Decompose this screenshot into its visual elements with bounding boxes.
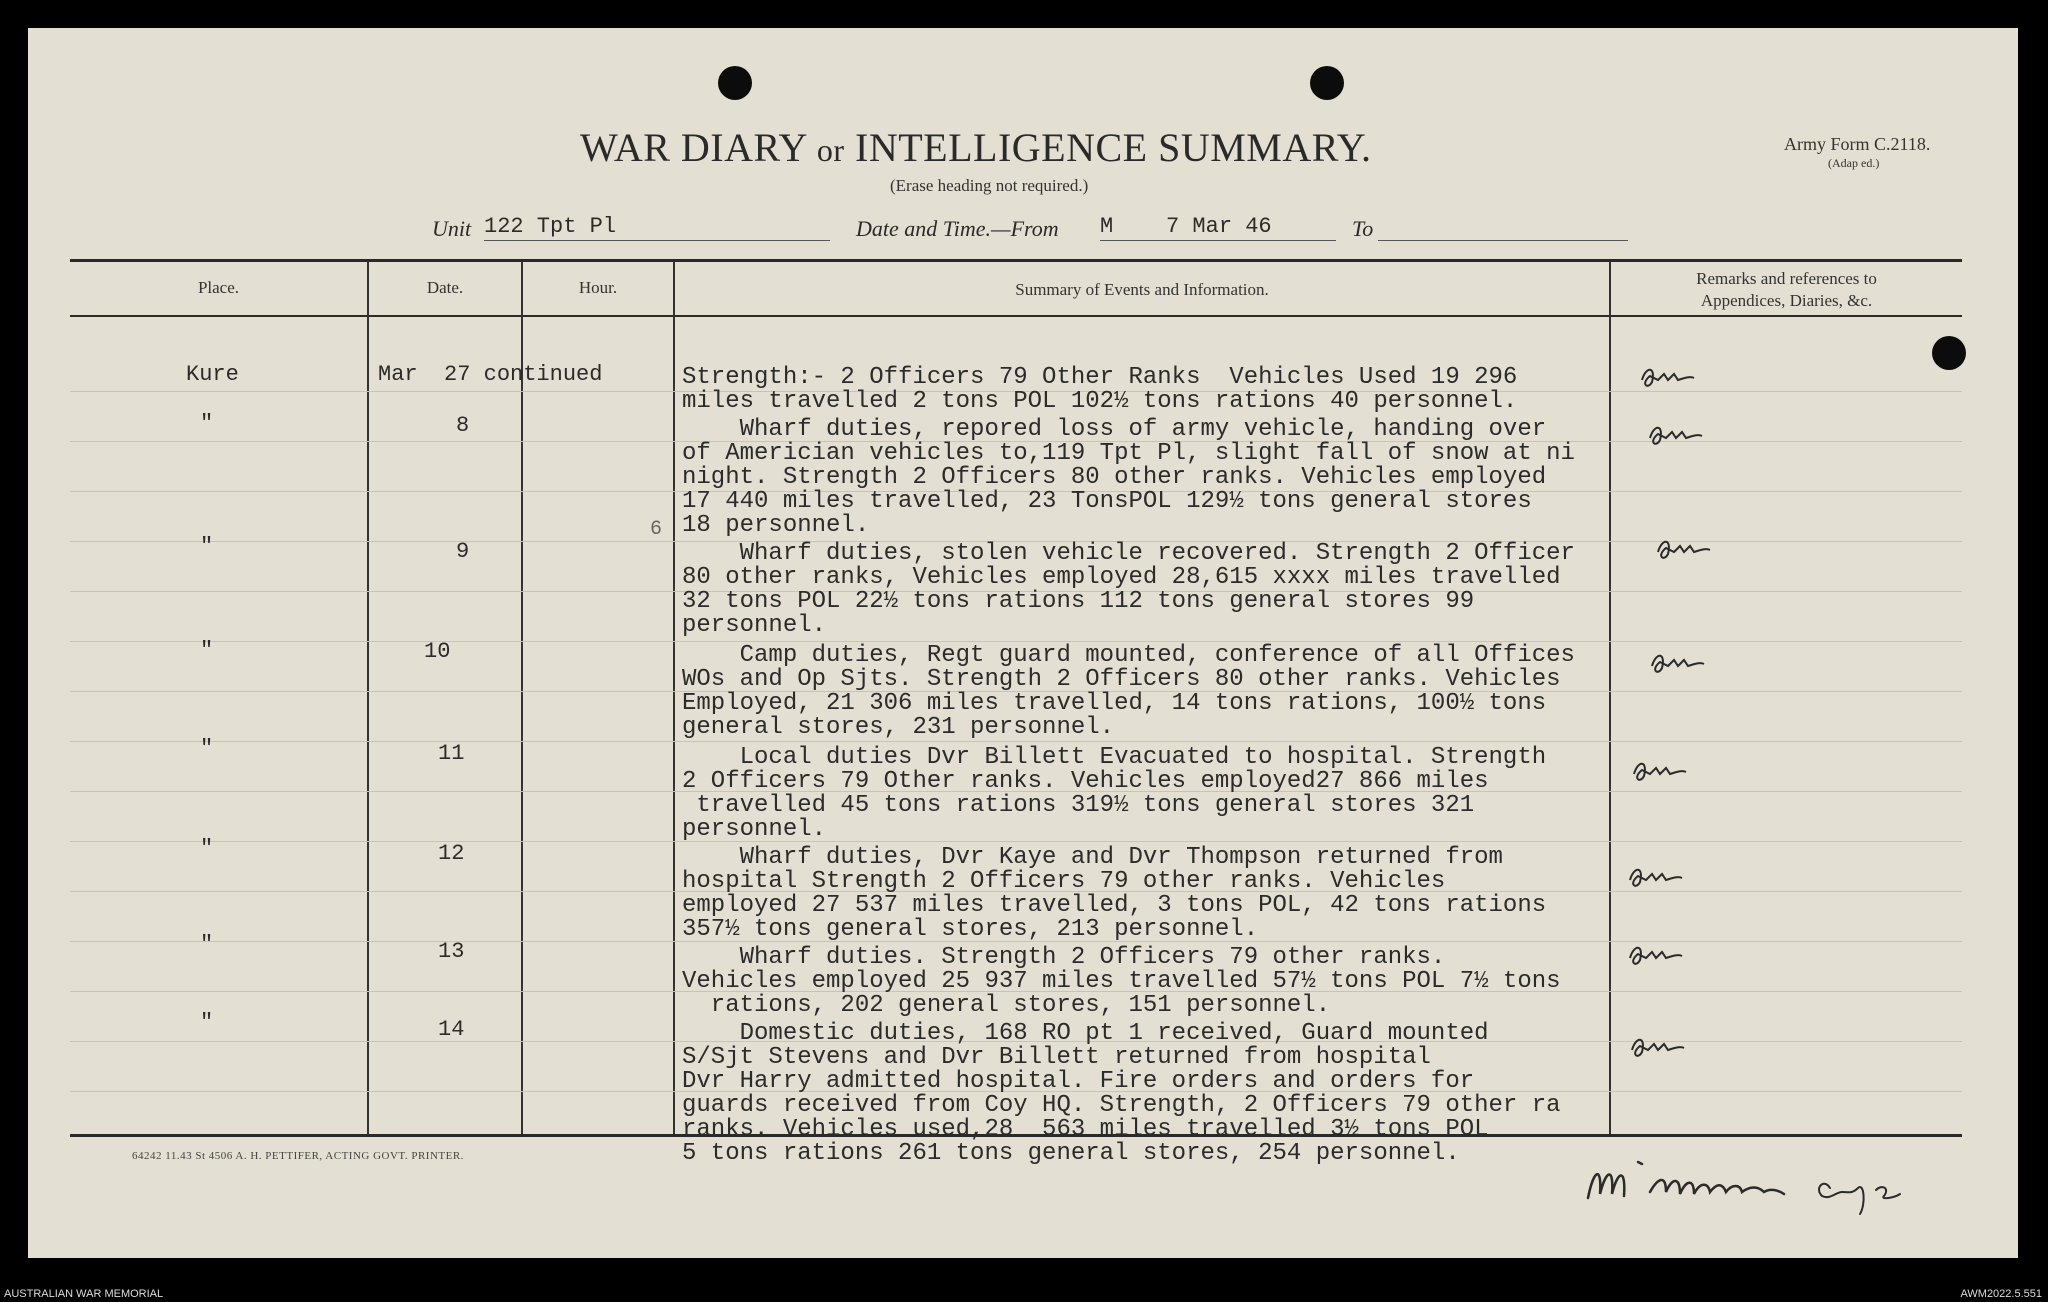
adapted-note: (Adap ed.) [1828, 156, 1880, 170]
column-divider-date [521, 262, 523, 1134]
from-value: M 7 Mar 46 [1100, 214, 1272, 239]
punch-hole-center [1310, 66, 1344, 100]
column-header-hour: Hour. [578, 278, 618, 297]
date-time-label: Date and Time.—From [856, 216, 1059, 241]
archive-reference: AWM2022.5.551 [1960, 1288, 2042, 1300]
date-cell: 11 [438, 741, 465, 766]
summary-line: WOs and Op Sjts. Strength 2 Officers 80 other ranks. Vehicles [682, 666, 1561, 693]
place-cell: " [200, 836, 214, 861]
place-cell: " [200, 932, 214, 957]
punch-hole-left [718, 66, 752, 100]
date-cell: 12 [438, 841, 465, 866]
summary-line: personnel. [682, 612, 827, 639]
handwritten-initials [1636, 362, 1698, 392]
summary-line: 2 Officers 79 Other ranks. Vehicles employed27 866 miles [682, 768, 1489, 795]
summary-line: Employed, 21 306 miles travelled, 14 tons rations, 100½ tons [682, 690, 1547, 717]
table-header-border [70, 315, 1962, 317]
ruled-line [70, 841, 1962, 842]
date-cell: 8 [456, 413, 470, 438]
place-cell: " [200, 736, 214, 761]
summary-line: 5 tons rations 261 tons general stores, 254 personnel. [682, 1140, 1460, 1167]
summary-line: hospital Strength 2 Officers 79 other ranks. Vehicles [682, 868, 1446, 895]
table-top-border [70, 259, 1962, 262]
date-cell: 10 [424, 639, 451, 664]
date-cell: 9 [456, 539, 470, 564]
column-header-date: Date. [426, 278, 464, 297]
printer-imprint: 64242 11.43 St 4506 A. H. PETTIFER, ACTING GOVT. PRINTER. [132, 1150, 464, 1162]
column-header-place: Place. [197, 278, 240, 297]
column-divider-summary [1609, 262, 1611, 1134]
handwritten-initials [1626, 1032, 1688, 1062]
date-cell: 13 [438, 939, 465, 964]
punch-hole-right [1932, 336, 1966, 370]
summary-line: S/Sjt Stevens and Dvr Billett returned from hospital [682, 1044, 1431, 1071]
from-underline [1100, 240, 1336, 241]
date-cell: Mar 27 continued [378, 362, 603, 387]
summary-line: guards received from Coy HQ. Strength, 2 Officers 79 other ra [682, 1092, 1561, 1119]
summary-line: employed 27 537 miles travelled, 3 tons POL, 42 tons rations [682, 892, 1547, 919]
summary-line: ranks. Vehicles used,28 563 miles travelled 3½ tons POL [682, 1116, 1489, 1143]
column-divider-place [367, 262, 369, 1134]
summary-line: Local duties Dvr Billett Evacuated to hospital. Strength [682, 744, 1547, 771]
summary-line: Wharf duties, stolen vehicle recovered. Strength 2 Officer [682, 540, 1575, 567]
date-cell: 14 [438, 1017, 465, 1042]
place-cell: " [200, 1010, 214, 1035]
summary-line: 32 tons POL 22½ tons rations 112 tons general stores 99 [682, 588, 1475, 615]
handwritten-signature [1580, 1148, 1960, 1218]
handwritten-initials [1644, 420, 1706, 450]
summary-line: of Americian vehicles to,119 Tpt Pl, slight fall of snow at ni [682, 440, 1575, 467]
form-title: WAR DIARY or INTELLIGENCE SUMMARY. [580, 125, 1372, 170]
archive-credit: AUSTRALIAN WAR MEMORIAL [4, 1288, 164, 1300]
summary-line: Wharf duties, repored loss of army vehicle, handing over [682, 416, 1547, 443]
summary-line: Wharf duties, Dvr Kaye and Dvr Thompson returned from [682, 844, 1503, 871]
summary-line: Wharf duties. Strength 2 Officers 79 other ranks. [682, 944, 1446, 971]
column-divider-hour [673, 262, 675, 1134]
summary-line: 80 other ranks, Vehicles employed 28,615 xxxx miles travelled [682, 564, 1561, 591]
unit-label: Unit [432, 216, 472, 241]
margin-note: 6 [650, 518, 663, 541]
summary-line: 357½ tons general stores, 213 personnel. [682, 916, 1259, 943]
unit-underline [484, 240, 830, 241]
place-cell: " [200, 534, 214, 559]
summary-line: miles travelled 2 tons POL 102½ tons rations 40 personnel. [682, 388, 1518, 415]
army-form-number: Army Form C.2118. [1784, 134, 1931, 154]
column-header-remarks: Remarks and references to Appendices, Diaries, &c. [1696, 269, 1877, 310]
summary-line: personnel. [682, 816, 827, 843]
handwritten-initials [1628, 756, 1690, 786]
summary-line: night. Strength 2 Officers 80 other ranks. Vehicles employed [682, 464, 1547, 491]
summary-line: Camp duties, Regt guard mounted, conference of all Offices [682, 642, 1575, 669]
summary-line: Vehicles employed 25 937 miles travelled 57½ tons POL 7½ tons [682, 968, 1561, 995]
to-underline [1378, 240, 1628, 241]
to-label: To [1352, 216, 1374, 241]
summary-line: Domestic duties, 168 RO pt 1 received, Guard mounted [682, 1020, 1489, 1047]
summary-line: Strength:- 2 Officers 79 Other Ranks Vehicles Used 19 296 [682, 364, 1518, 391]
handwritten-initials [1624, 862, 1686, 892]
summary-line: general stores, 231 personnel. [682, 714, 1115, 741]
handwritten-initials [1652, 534, 1714, 564]
place-cell: " [200, 638, 214, 663]
summary-line: Dvr Harry admitted hospital. Fire orders and orders for [682, 1068, 1475, 1095]
handwritten-initials [1646, 648, 1708, 678]
form-subtitle: (Erase heading not required.) [890, 176, 1089, 195]
summary-line: 17 440 miles travelled, 23 TonsPOL 129½ tons general stores [682, 488, 1532, 515]
unit-value: 122 Tpt Pl [484, 214, 617, 239]
summary-line: 18 personnel. [682, 512, 870, 539]
summary-line: travelled 45 tons rations 319½ tons general stores 321 [682, 792, 1475, 819]
column-header-summary: Summary of Events and Information. [1015, 280, 1269, 299]
place-cell: Kure [186, 362, 239, 387]
handwritten-initials [1624, 940, 1686, 970]
ruled-line [70, 741, 1962, 742]
summary-line: rations, 202 general stores, 151 personnel. [682, 992, 1331, 1019]
place-cell: " [200, 411, 214, 436]
